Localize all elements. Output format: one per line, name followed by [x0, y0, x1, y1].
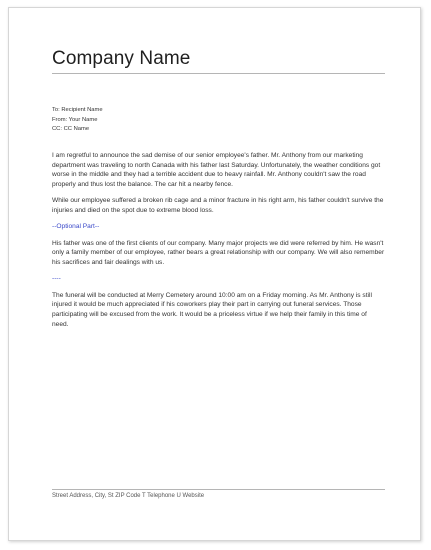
body-paragraph-2: While our employee suffered a broken rib cage and a minor fracture in his right arm, his father couldn't survive the injuries and died on the spot due to extreme blood loss. [52, 197, 384, 215]
letter-body [52, 151, 385, 336]
body-paragraph-1: I am regretful to announce the sad demise of our senior employee's father. Mr. Anthony from our marketing department was traveling to north Canada with his father last Saturday. Unfortunately, the weather conditions got worse in the middle and they had a terrible accident due to heavy rainfall. Mr. Anthony couldn't saw the road properly and thus lost the balance. The car hit a nearby fence. [52, 152, 381, 189]
optional-part-end-marker: ---- [52, 275, 61, 283]
body-paragraph-4: The funeral will be conducted at Merry Cemetery around 10:00 am on a Friday morning. As Mr. Anthony is still injured it would be much appreciated if his coworkers play their part in carrying out funeral services. Those participating will be excused from the work. It would be a priceless virtue if we help their family in this time of need. [52, 291, 372, 328]
sender-line: From: Your Name [52, 116, 98, 123]
optional-part-start-marker: --Optional Part-- [52, 223, 100, 231]
cc-line: CC: CC Name [52, 126, 90, 133]
memo-header [52, 106, 103, 135]
footer-divider [52, 489, 385, 490]
footer-contact-line: Street Address, City, St ZIP Code T Telephone U Website [52, 493, 205, 499]
company-name: Company Name [52, 48, 191, 69]
letter-page [8, 7, 421, 541]
recipient-line: To: Recipient Name [52, 107, 103, 113]
body-paragraph-3: His father was one of the first clients of our company. Many major projects we did were referred by him. He wasn't only a family member of our employee, rather bears a great relationship with our company. We will also remember his sacrifices and fair dealings with us. [52, 239, 385, 267]
header-divider [52, 73, 385, 74]
